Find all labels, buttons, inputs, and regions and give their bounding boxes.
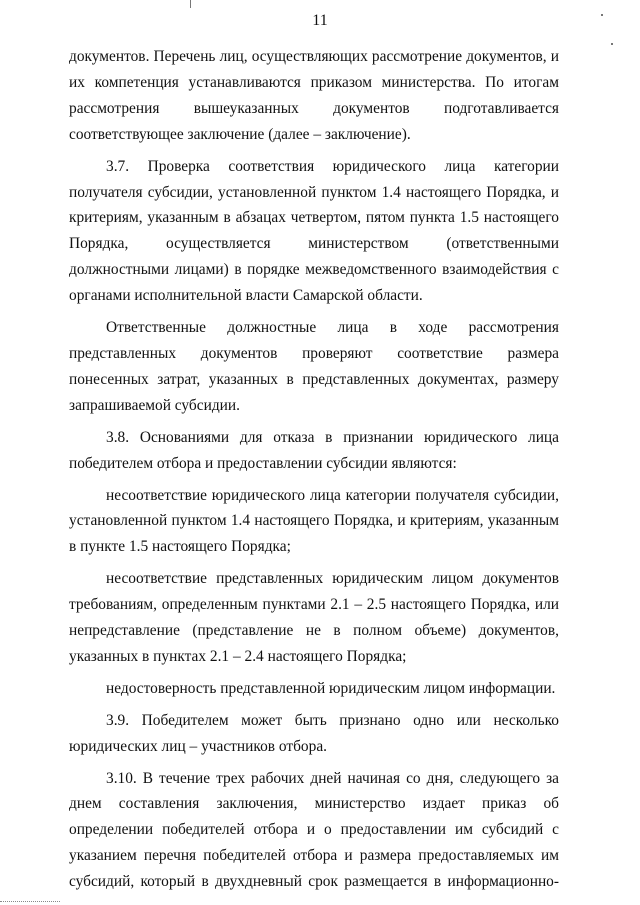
- paragraph-3-8: 3.8. Основаниями для отказа в признании юридического лица победителем отбора и предоставлении субсидии являются:: [69, 428, 559, 472]
- paragraph-responsible-officials: Ответственные должностные лица в ходе рассмотрения представленных документов проверяют соответствие размера понесенных затрат, указанных в представленных документах, размеру запрашиваемой субсидии.: [69, 319, 559, 414]
- page-number: 11: [312, 12, 328, 29]
- paragraph-3-8-item-3: недостоверность представленной юридическим лицом информации.: [106, 679, 556, 697]
- scan-mark-right-2: [611, 43, 613, 45]
- document-body: [69, 44, 559, 895]
- scan-mark-top: [190, 0, 191, 8]
- scan-edge-mark: [0, 901, 60, 903]
- paragraph-3-8-item-1: несоответствие юридического лица категории получателя субсидии, установленной пунктом 1.4 настоящего Порядка, и критериям, указанным в пункте 1.5 настоящего Порядка;: [69, 486, 559, 556]
- paragraph-3-8-item-2: несоответствие представленных юридическим лицом документов требованиям, определенным пунктами 2.1 – 2.5 настоящего Порядка, или непредставление (представление не в полном объеме) документов, указанных в пунктах 2.1 – 2.4 настоящего Порядка;: [69, 570, 559, 665]
- paragraph-3-7: 3.7. Проверка соответствия юридического лица категории получателя субсидии, установленной пунктом 1.4 настоящего Порядка, и критериям, указанным в абзацах четвертом, пятом пункта 1.5 настоящего Порядка, осуществляется министерством (ответственными должностными лицами) в порядке межведомственного взаимодействия с органами исполнительной власти Самарской области.: [69, 157, 559, 305]
- paragraph-3-9: 3.9. Победителем может быть признано одно или несколько юридических лиц – участников отбора.: [69, 711, 559, 755]
- scan-mark-right: [601, 14, 603, 16]
- paragraph-continuation: документов. Перечень лиц, осуществляющих рассмотрение документов, и их компетенция устанавливаются приказом министерства. По итогам рассмотрения вышеуказанных документов подготавливается соответствующее заключение (далее – заключение).: [69, 48, 559, 143]
- paragraph-3-10: 3.10. В течение трех рабочих дней начиная со дня, следующего за днем составления заключения, министерство издает приказ об определении победителей отбора и о предоставлении им субсидий с указанием перечня победителей отбора и размера предоставляемых им субсидий, который в двухдневный срок размещается в информационно-: [69, 769, 559, 891]
